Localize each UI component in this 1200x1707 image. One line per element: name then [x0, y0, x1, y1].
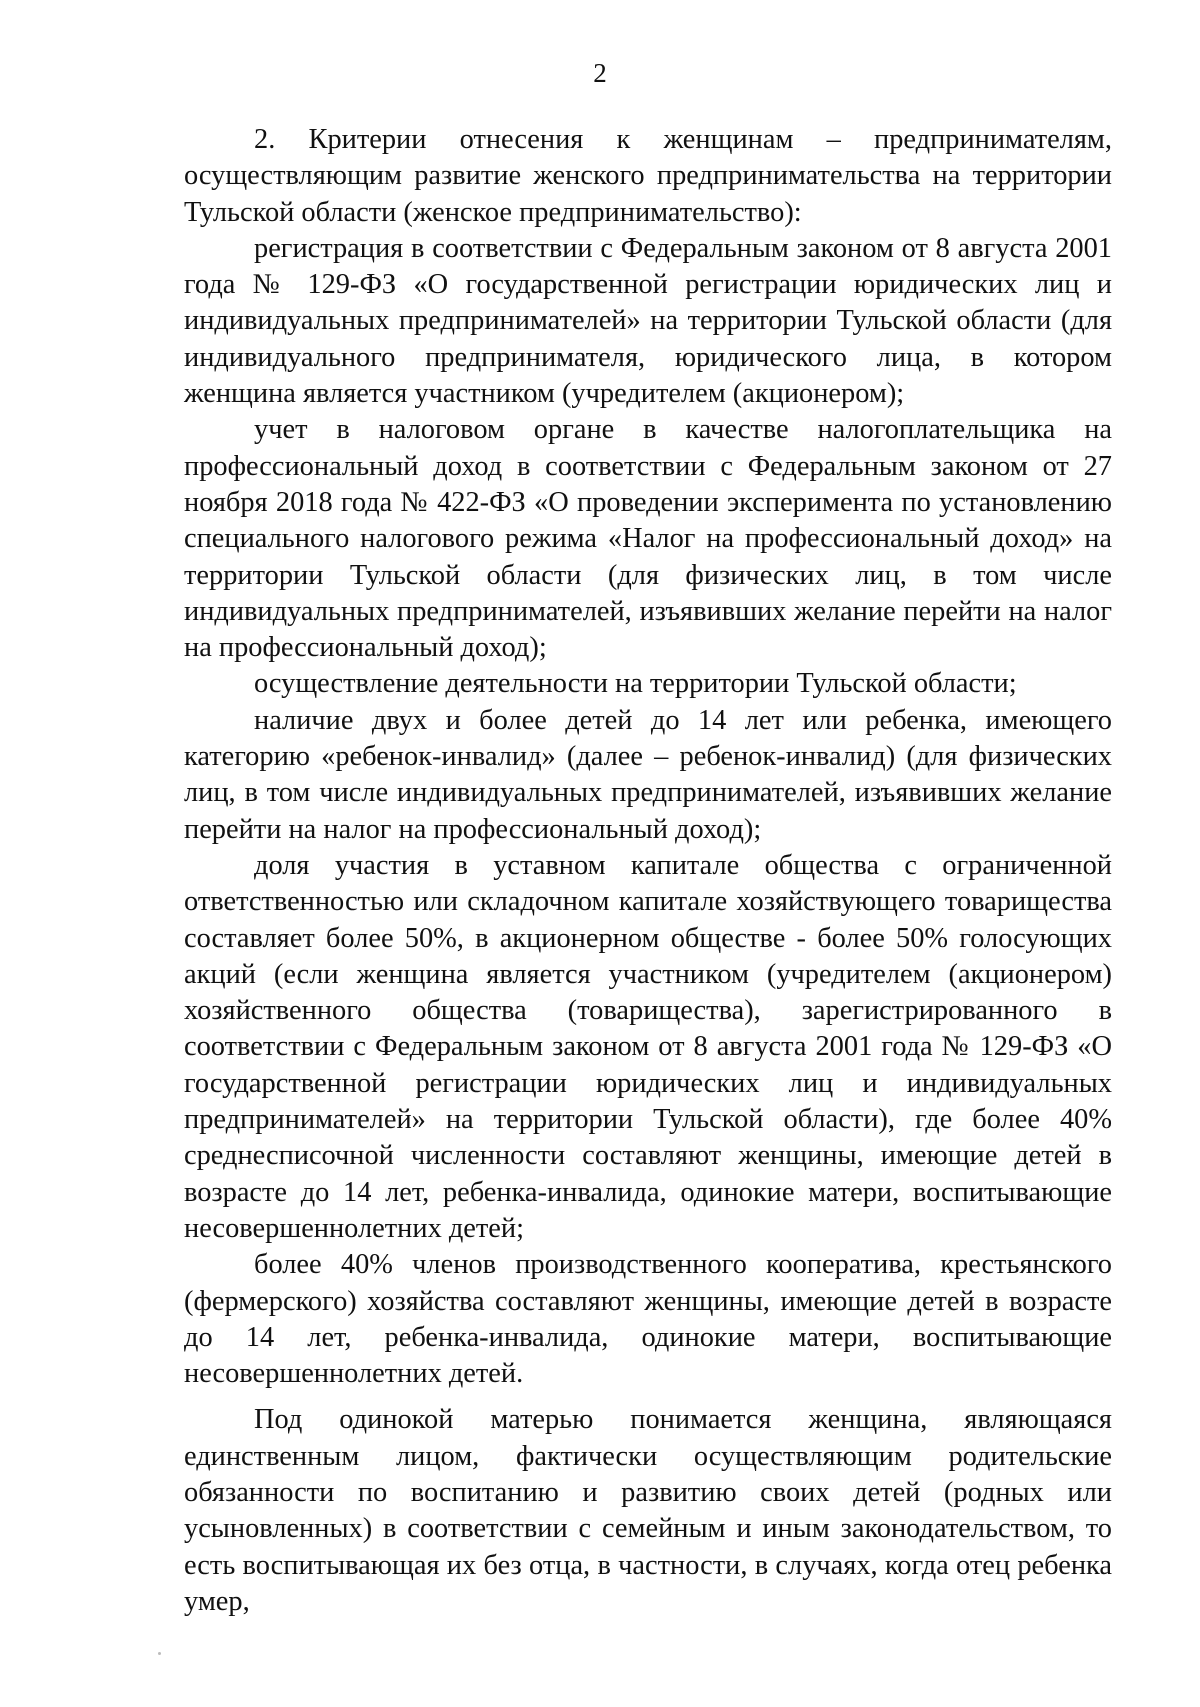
paragraph-cooperative: более 40% членов производственного кооператива, крестьянского (фермерского) хозяйства составляют женщины, имеющие детей в возрасте до 14 лет, ребенка-инвалида, одинокие матери, воспитывающие несовершеннолетних детей.: [184, 1249, 1112, 1390]
page-number: 2: [593, 58, 607, 88]
paragraph-criteria-heading: 2. Критерии отнесения к женщинам – предпринимателям, осуществляющим развитие женского предпринимательства на территории Тульской области (женское предпринимательство):: [184, 124, 1112, 228]
paragraph-single-mother-definition: Под одинокой матерью понимается женщина, являющаяся единственным лицом, фактически осуществляющим родительские обязанности по воспитанию и развитию своих детей (родных или усыновленных) в соответствии с семейным и иным законодательством, то есть воспитывающая их без отца, в частности, в случаях, когда отец ребенка умер,: [184, 1404, 1112, 1617]
document-body: [184, 122, 1112, 1620]
paragraph-activity-territory: осуществление деятельности на территории Тульской области;: [254, 668, 1017, 700]
paragraph-children: наличие двух и более детей до 14 лет или ребенка, имеющего категорию «ребенок-инвалид» (далее – ребенок-инвалид) (для физических лиц, в том числе индивидуальных предпринимателей, изъявивших желание перейти на налог на профессиональный доход);: [184, 704, 1112, 845]
scan-speck: [158, 1652, 161, 1655]
paragraph-tax-registration: учет в налоговом органе в качестве налогоплательщика на профессиональный доход в соответствии с Федеральным законом от 27 ноября 2018 года № 422-ФЗ «О проведении эксперимента по установлению специального налогового режима «Налог на профессиональный доход» на территории Тульской области (для физических лиц, в том числе индивидуальных предпринимателей, изъявивших желание перейти на налог на профессиональный доход);: [184, 414, 1112, 664]
paragraph-registration: регистрация в соответствии с Федеральным законом от 8 августа 2001 года № 129-ФЗ «О государственной регистрации юридических лиц и индивидуальных предпринимателей» на территории Тульской области (для индивидуального предпринимателя, юридического лица, в котором женщина является участником (учредителем (акционером);: [184, 232, 1112, 410]
paragraph-capital-share: доля участия в уставном капитале общества с ограниченной ответственностью или складочном капитале хозяйствующего товарищества составляет более 50%, в акционерном обществе - более 50% голосующих акций (если женщина является участником (учредителем (акционером) хозяйственного общества (товарищества), зарегистрированного в соответствии с Федеральным законом от 8 августа 2001 года № 129-ФЗ «О государственной регистрации юридических лиц и индивидуальных предпринимателей» на территории Тульской области), где более 40% среднесписочной численности составляют женщины, имеющие детей в возрасте до 14 лет, ребенка-инвалида, одинокие матери, воспитывающие несовершеннолетних детей;: [184, 849, 1112, 1244]
